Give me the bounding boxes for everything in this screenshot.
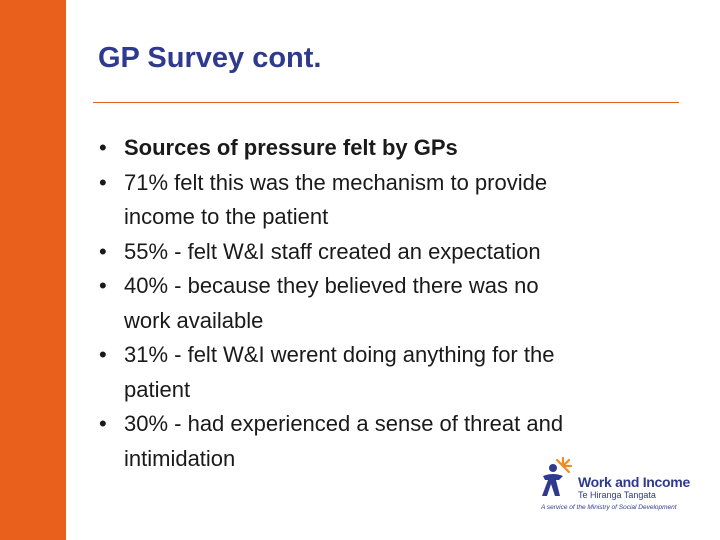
- person-star-icon: [537, 456, 577, 502]
- bullet-text: 71% felt this was the mechanism to provide: [124, 169, 548, 195]
- bullet-text: 30% - had experienced a sense of threat and: [124, 411, 564, 436]
- bullet-text: 40% - because they believed there was no: [124, 273, 539, 298]
- bullet-text: 31% - felt W&I werent doing anything for the: [124, 342, 555, 367]
- bullet-item: [99, 338, 659, 407]
- bullet-text-continued: income to the patient: [124, 204, 329, 229]
- logo-tagline: A service of the Ministry of Social Development: [541, 504, 677, 511]
- work-and-income-logo: [537, 456, 690, 516]
- bullet-dot: •: [99, 411, 107, 436]
- bullet-dot: •: [99, 135, 107, 160]
- bullet-dot: •: [99, 169, 107, 195]
- title-divider: [93, 102, 679, 103]
- logo-name: Work and Income: [578, 474, 690, 490]
- bullet-list: [99, 131, 659, 476]
- bullet-text-continued: patient: [124, 376, 191, 402]
- bullet-item: [99, 166, 659, 235]
- bullet-dot: •: [99, 273, 107, 298]
- bullet-dot: •: [99, 342, 107, 367]
- bullet-item: [99, 269, 659, 338]
- bullet-item: [99, 131, 659, 166]
- bullet-text-continued: work available: [124, 307, 264, 333]
- slide-title: GP Survey cont.: [98, 42, 322, 74]
- bullet-text-continued: intimidation: [124, 445, 236, 471]
- bullet-item: [99, 235, 659, 270]
- side-accent-bar: [0, 0, 66, 540]
- logo-maori-name: Te Hiranga Tangata: [578, 490, 656, 500]
- bullet-dot: •: [99, 238, 107, 264]
- bullet-text: Sources of pressure felt by GPs: [124, 135, 458, 160]
- bullet-text: 55% - felt W&I staff created an expectation: [124, 238, 541, 264]
